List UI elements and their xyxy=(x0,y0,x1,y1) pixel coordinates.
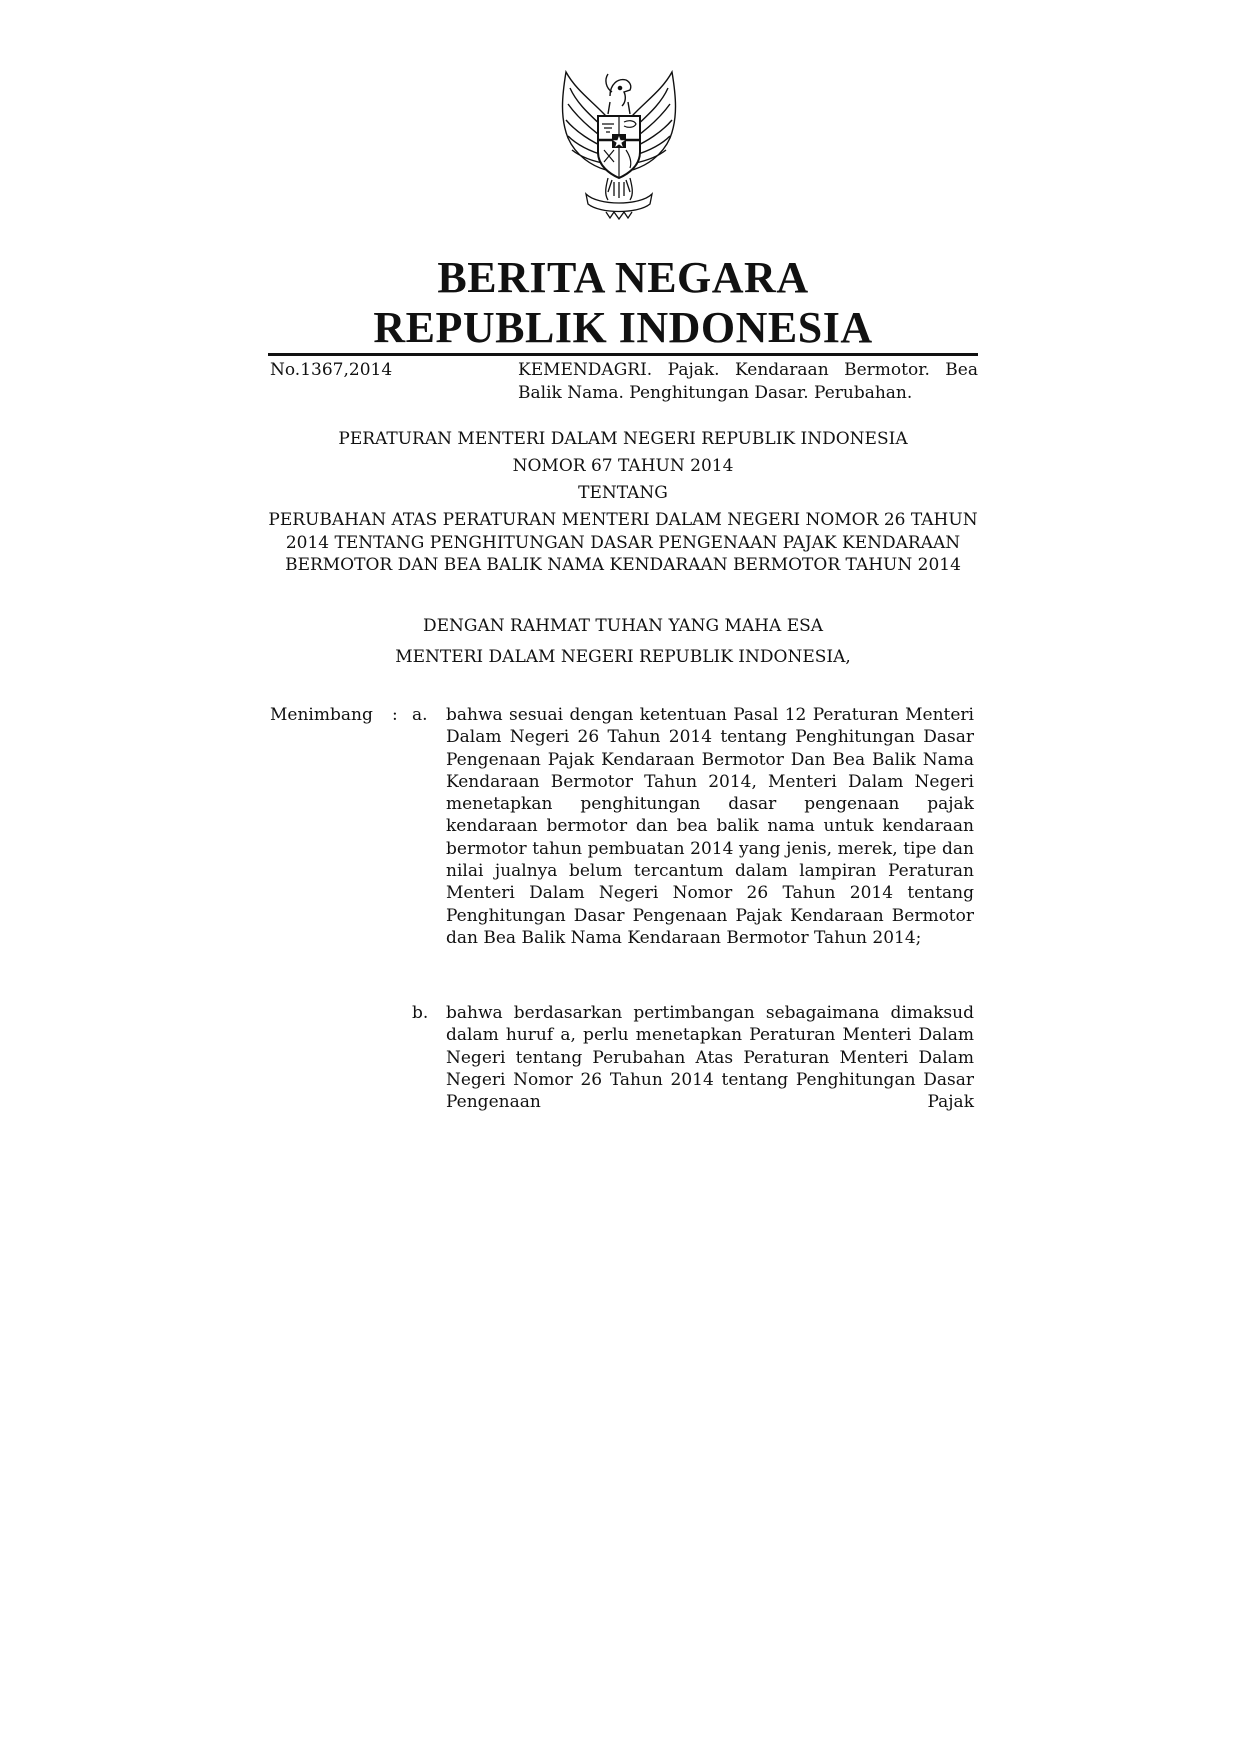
issuer: MENTERI DALAM NEGERI REPUBLIK INDONESIA, xyxy=(395,647,851,667)
garuda-pancasila-emblem-icon xyxy=(548,66,690,222)
regulation-subject: PERUBAHAN ATAS PERATURAN MENTERI DALAM NEGERI NOMOR 26 TAHUN 2014 TENTANG PENGHITUNGAN DASAR PENGENAAN PAJAK KENDARAAN BERMOTOR DAN BEA BALIK NAMA KENDARAAN BERMOTOR TAHUN 2014 xyxy=(268,510,978,575)
regulation-about-label: TENTANG xyxy=(578,483,668,503)
gazette-number: No.1367,2014 xyxy=(270,360,393,380)
consideration-a-marker: a. xyxy=(412,705,428,725)
considerations-label: Menimbang xyxy=(270,705,373,725)
gazette-category: KEMENDAGRI. Pajak. Kendaraan Bermotor. Bea Balik Nama. Penghitungan Dasar. Perubahan. xyxy=(518,360,978,403)
masthead-title-line2: REPUBLIK INDONESIA xyxy=(373,303,873,352)
consideration-a-text: bahwa sesuai dengan ketentuan Pasal 12 Peraturan Menteri Dalam Negeri 26 Tahun 2014 tentang Penghitungan Dasar Pengenaan Pajak Kendaraan Bermotor Dan Bea Balik Nama Kendaraan Bermotor Tahun 2014, Menteri Dalam Negeri menetapkan penghitungan dasar pengenaan pajak kendaraan bermotor dan bea balik nama untuk kendaraan bermotor tahun pembuatan 2014 yang jenis, merek, tipe dan nilai jualnya belum tercantum dalam lampiran Peraturan Menteri Dalam Negeri Nomor 26 Tahun 2014 tentang Penghitungan Dasar Pengenaan Pajak Kendaraan Bermotor dan Bea Balik Nama Kendaraan Bermotor Tahun 2014; xyxy=(446,705,974,948)
masthead-divider xyxy=(268,353,978,356)
invocation: DENGAN RAHMAT TUHAN YANG MAHA ESA xyxy=(422,616,824,636)
consideration-b-text: bahwa berdasarkan pertimbangan sebagaimana dimaksud dalam huruf a, perlu menetapkan Peraturan Menteri Dalam Negeri tentang Perubahan Atas Peraturan Menteri Dalam Negeri Nomor 26 Tahun 2014 tentang Penghitungan Dasar Pengenaan Pajak xyxy=(446,1003,974,1113)
masthead-title-line1: BERITA NEGARA xyxy=(437,253,809,302)
considerations-colon: : xyxy=(392,705,398,725)
regulation-heading: PERATURAN MENTERI DALAM NEGERI REPUBLIK INDONESIA xyxy=(338,429,908,449)
consideration-b-marker: b. xyxy=(412,1003,429,1023)
regulation-number: NOMOR 67 TAHUN 2014 xyxy=(512,456,734,476)
